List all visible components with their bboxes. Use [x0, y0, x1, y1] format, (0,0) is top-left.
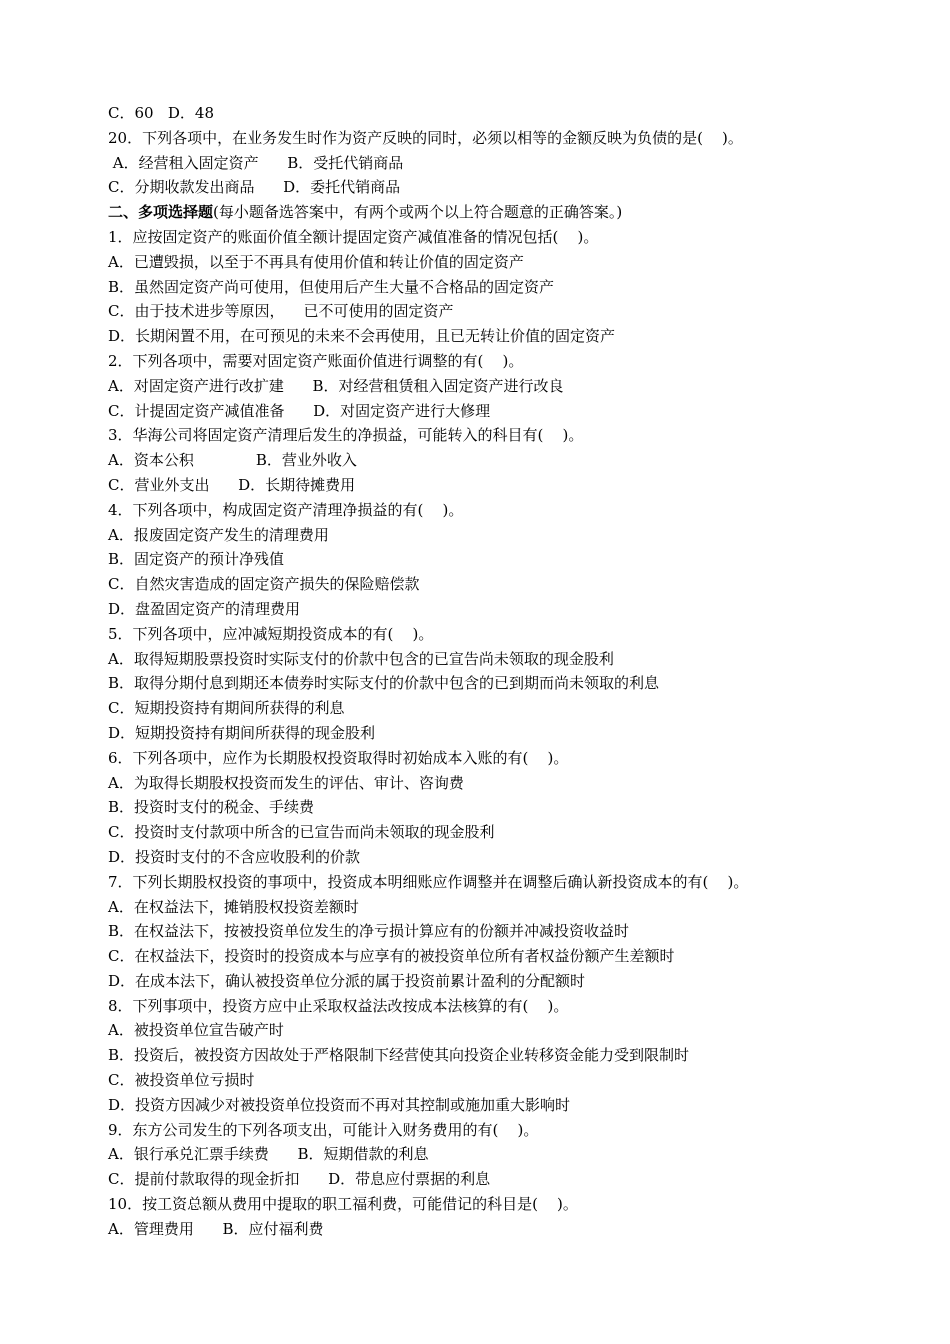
text-line: A．在权益法下，摊销股权投资差额时 [108, 897, 359, 916]
text-line: A．被投资单位宣告破产时 [108, 1021, 284, 1040]
text-line: A．已遭毁损，以至于不再具有使用价值和转让价值的固定资产 [108, 252, 524, 271]
text-line: A．为取得长期股权投资而发生的评估、审计、咨询费 [108, 773, 464, 792]
text-line: C．分期收款发出商品 D．委托代销商品 [108, 178, 401, 197]
text-line: C．投资时支付款项中所含的已宣告而尚未领取的现金股利 [108, 823, 495, 842]
text-line: A．报废固定资产发生的清理费用 [108, 525, 329, 544]
text-line: C．在权益法下，投资时的投资成本与应享有的被投资单位所有者权益份额产生差额时 [108, 947, 675, 966]
text-line: C．自然灾害造成的固定资产损失的保险赔偿款 [108, 575, 420, 594]
question-3: 3．华海公司将固定资产清理后发生的净损益，可能转入的科目有( )。 [108, 426, 584, 445]
text-line: C．计提固定资产减值准备 D．对固定资产进行大修理 [108, 401, 491, 420]
text-line: B．取得分期付息到期还本债券时实际支付的价款中包含的已到期而尚未领取的利息 [108, 674, 660, 693]
question-10: 10．按工资总额从费用中提取的职工福利费，可能借记的科目是( )。 [108, 1195, 578, 1214]
text-line: C．短期投资持有期间所获得的利息 [108, 699, 345, 718]
text-line: A．资本公积 B．营业外收入 [108, 451, 357, 470]
text-line: A．管理费用 B．应付福利费 [108, 1219, 324, 1238]
section-heading-title: 二、多项选择题 [108, 203, 214, 222]
question-9: 9．东方公司发生的下列各项支出，可能计入财务费用的有( )。 [108, 1120, 539, 1139]
document-body [108, 101, 848, 1242]
question-20: 20．下列各项中，在业务发生时作为资产反映的同时，必须以相等的金额反映为负债的是( )。 [108, 128, 743, 147]
text-line: B．虽然固定资产尚可使用，但使用后产生大量不合格品的固定资产 [108, 277, 555, 296]
text-line: D．盘盈固定资产的清理费用 [108, 599, 301, 618]
text-line: D．投资方因减少对被投资单位投资而不再对其控制或施加重大影响时 [108, 1095, 571, 1114]
text-line: C．被投资单位亏损时 [108, 1071, 255, 1090]
question-8: 8．下列事项中，投资方应中止采取权益法改按成本法核算的有( )。 [108, 996, 569, 1015]
section-heading-note: (每小题备选答案中，有两个或两个以上符合题意的正确答案。) [213, 203, 623, 222]
question-1: 1．应按固定资产的账面价值全额计提固定资产减值准备的情况包括( )。 [108, 227, 599, 246]
question-4: 4．下列各项中，构成固定资产清理净损益的有( )。 [108, 500, 464, 519]
question-6: 6．下列各项中，应作为长期股权投资取得时初始成本入账的有( )。 [108, 748, 569, 767]
question-7: 7．下列长期股权投资的事项中，投资成本明细账应作调整并在调整后确认新投资成本的有( )。 [108, 872, 749, 891]
text-line: D．投资时支付的不含应收股利的价款 [108, 847, 361, 866]
text-line: B．固定资产的预计净残值 [108, 550, 285, 569]
text-line: A．银行承兑汇票手续费 B．短期借款的利息 [108, 1145, 429, 1164]
text-line: A．取得短期股票投资时实际支付的价款中包含的已宣告尚未领取的现金股利 [108, 649, 614, 668]
question-5: 5．下列各项中，应冲减短期投资成本的有( )。 [108, 624, 434, 643]
text-line: D．长期闲置不用，在可预见的未来不会再使用，且已无转让价值的固定资产 [108, 327, 616, 346]
section-heading [108, 200, 848, 225]
text-line: B．投资时支付的税金、手续费 [108, 798, 315, 817]
text-line: A．对固定资产进行改扩建 B．对经营租赁租入固定资产进行改良 [108, 376, 564, 395]
text-line: C．60 D．48 [108, 104, 214, 122]
text-line: B．投资后，被投资方因故处于严格限制下经营使其向投资企业转移资金能力受到限制时 [108, 1046, 690, 1065]
text-line: C．由于技术进步等原因， 已不可使用的固定资产 [108, 302, 454, 321]
text-line: A．经营租入固定资产 B．受托代销商品 [108, 153, 404, 172]
text-line: D．短期投资持有期间所获得的现金股利 [108, 723, 376, 742]
text-line: C．营业外支出 D．长期待摊费用 [108, 475, 356, 494]
text-line: C．提前付款取得的现金折扣 D．带息应付票据的利息 [108, 1170, 491, 1189]
text-line: D．在成本法下，确认被投资单位分派的属于投资前累计盈利的分配额时 [108, 971, 586, 990]
question-2: 2．下列各项中，需要对固定资产账面价值进行调整的有( )。 [108, 351, 524, 370]
text-line: B．在权益法下，按被投资单位发生的净亏损计算应有的份额并冲减投资收益时 [108, 922, 630, 941]
